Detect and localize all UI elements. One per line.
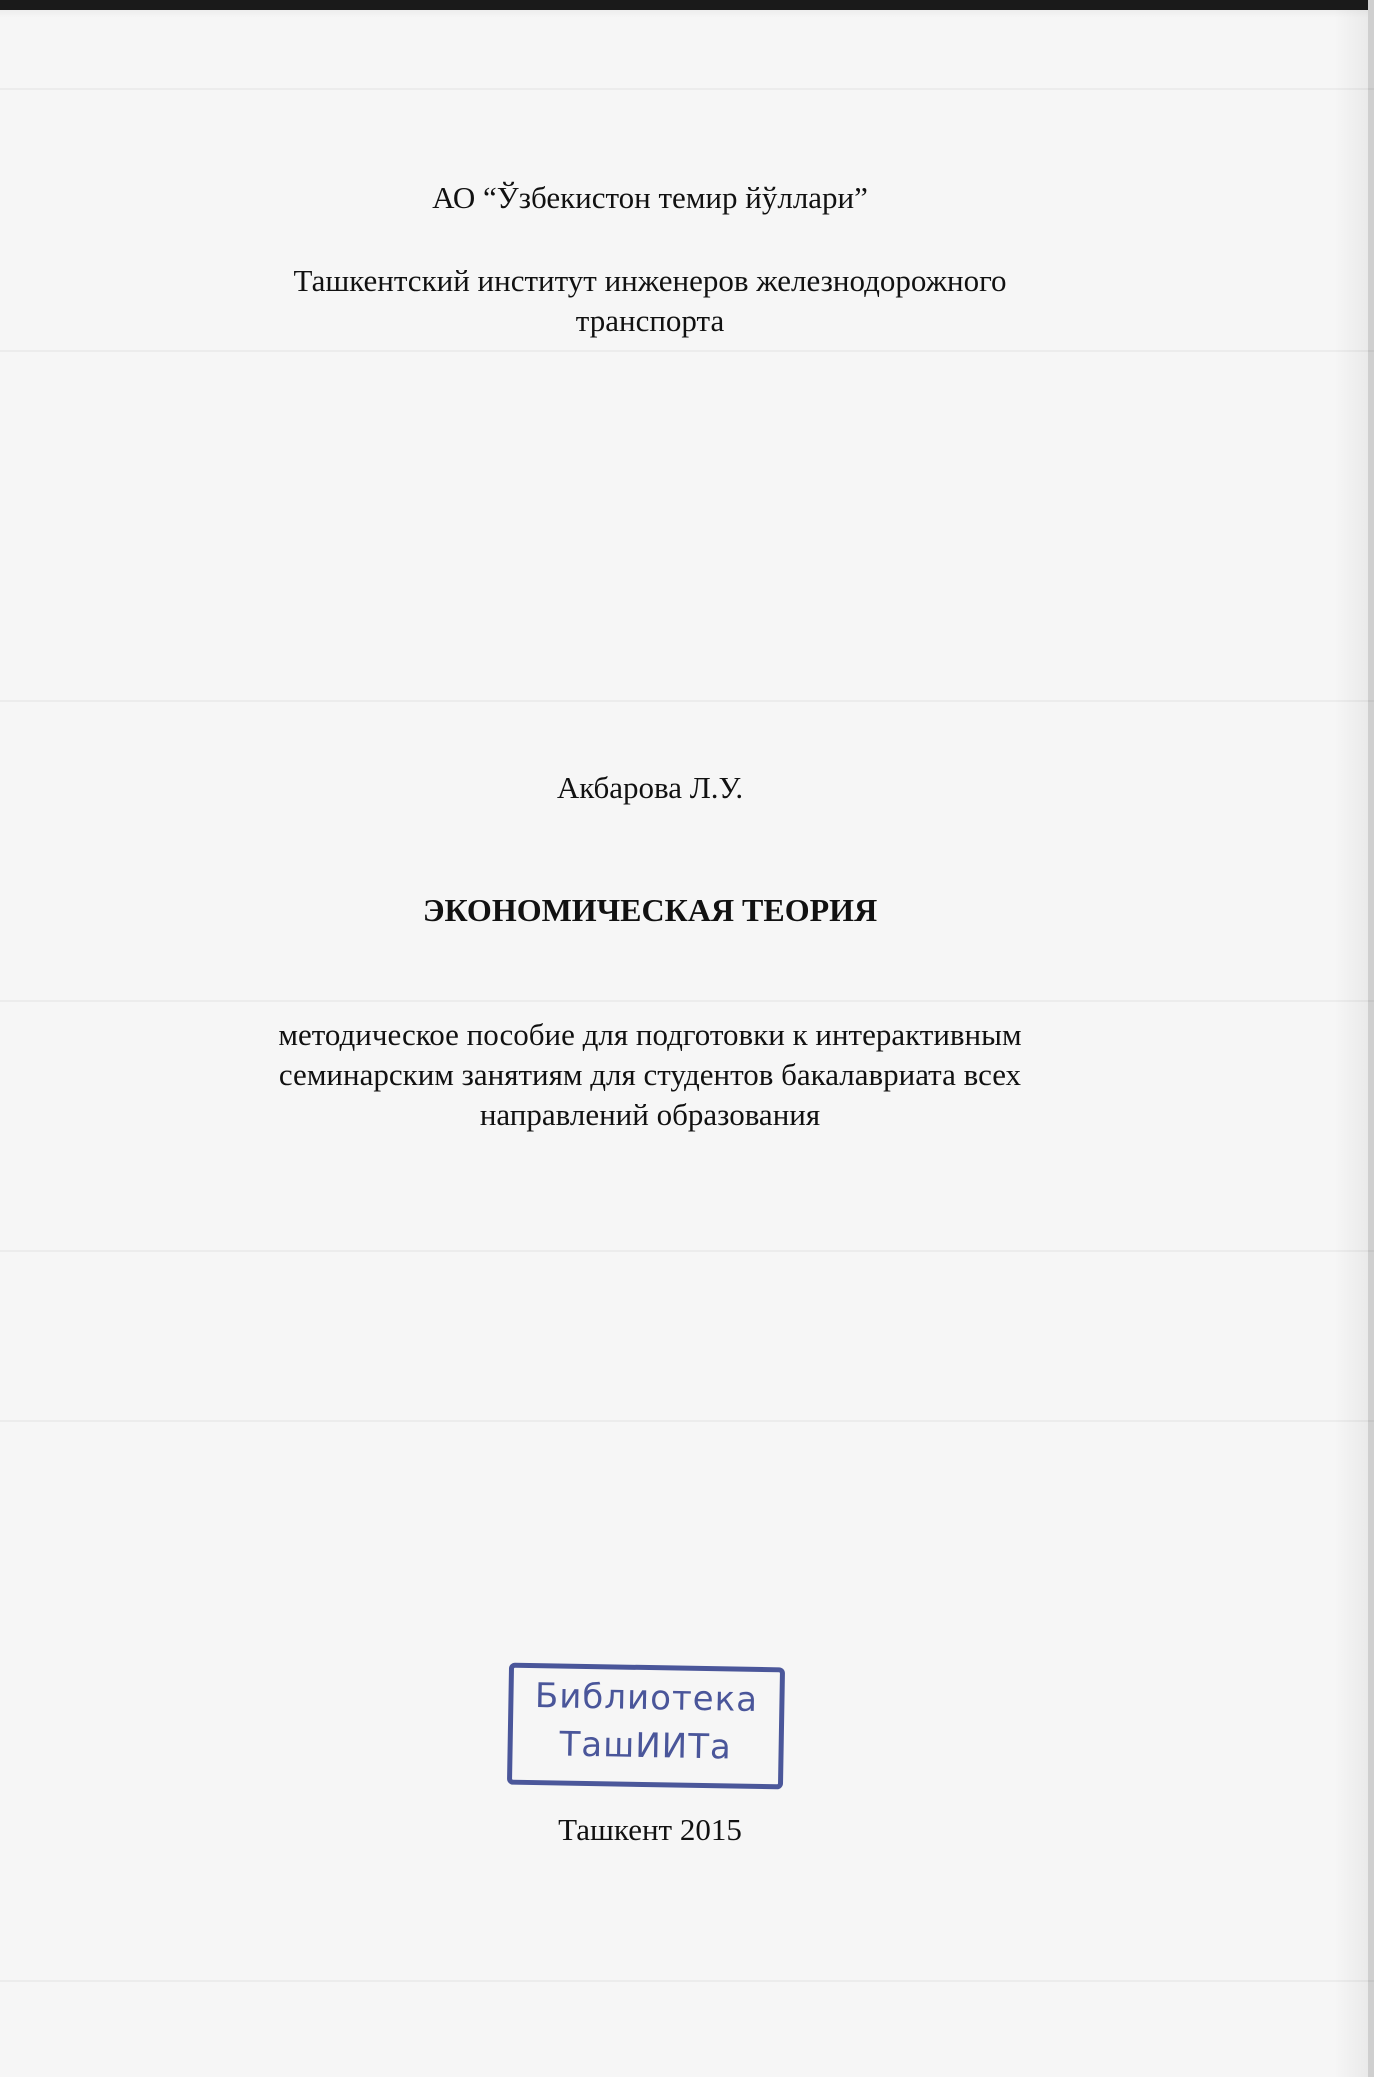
author-name: Акбарова Л.У. <box>556 770 744 805</box>
subtitle-line1: методическое пособие для подготовки к интерактивным <box>278 1017 1022 1052</box>
stamp-line2: ТашИИТа <box>559 1724 733 1768</box>
scan-artifact-line <box>0 700 1374 702</box>
scan-artifact-line <box>0 1250 1374 1252</box>
institute-name-line2: транспорта <box>575 303 725 338</box>
place-year: Ташкент 2015 <box>558 1812 742 1847</box>
organization-name: АО “Ўзбекистон темир йўллари” <box>432 180 868 215</box>
scan-artifact-line <box>0 88 1374 90</box>
subtitle-line2: семинарским занятиям для студентов бакалавриата всех <box>278 1057 1022 1092</box>
scan-artifact-line <box>0 350 1374 352</box>
scan-artifact-line <box>0 1980 1374 1982</box>
stamp-line1: Библиотека <box>534 1676 759 1720</box>
subtitle-line3: направлений образования <box>479 1097 821 1132</box>
scan-artifact-line <box>0 1420 1374 1422</box>
scan-right-edge <box>1368 0 1374 2077</box>
document-title: ЭКОНОМИЧЕСКАЯ ТЕОРИЯ <box>422 892 878 928</box>
institute-name-line1: Ташкентский институт инженеров железнодорожного <box>293 263 1007 298</box>
library-stamp <box>507 1663 785 1790</box>
scan-artifact-line <box>0 1000 1374 1002</box>
scan-top-edge <box>0 0 1374 10</box>
